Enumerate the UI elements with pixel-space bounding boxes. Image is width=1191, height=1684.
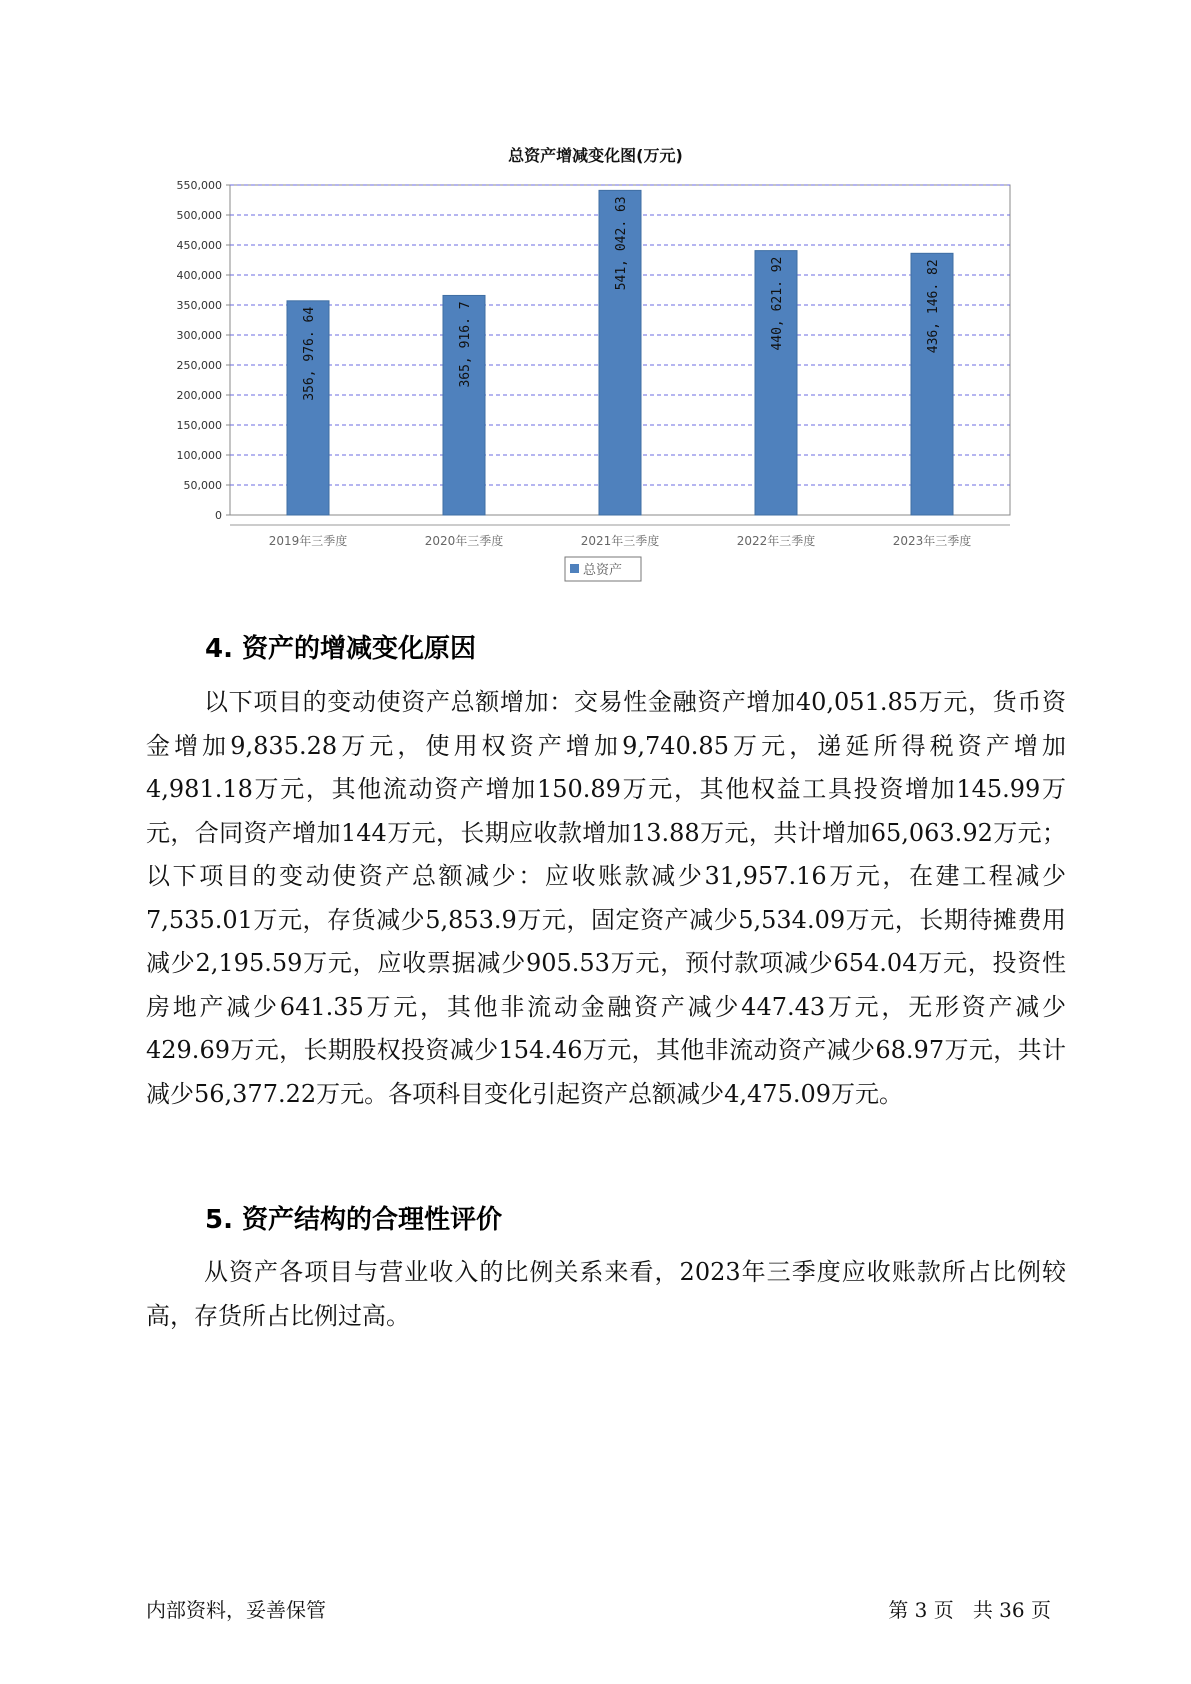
bar-value-label: 440, 621. 92 (770, 256, 785, 351)
x-category-label: 2019年三季度 (268, 534, 348, 548)
bar-value-label: 356, 976. 64 (302, 306, 317, 401)
y-tick-label: 200,000 (176, 389, 222, 402)
chart-title: 总资产增减变化图(万元) (508, 146, 683, 165)
bar-value-label: 365, 916. 7 (458, 301, 473, 388)
section-5-body: 从资产各项目与营业收入的比例关系来看，2023年三季度应收账款所占比例较高，存货所占比例过高。 (146, 1258, 1066, 1330)
bar-value-label: 541, 042. 63 (614, 196, 629, 291)
x-category-label: 2023年三季度 (892, 534, 972, 548)
section-4-body: 以下项目的变动使资产总额增加：交易性金融资产增加40,051.85万元，货币资金增加9,835.28万元，使用权资产增加9,740.85万元，递延所得税资产增加4,981.18万元，其他流动资产增加150.89万元，其他权益工具投资增加145.99万元，合同资产增加144万元，长期应收款增加13.88万元，共计增加65,063.92万元；以下项目的变动使资产总额减少：应收账款减少31,957.16万元，在建工程减少7,535.01万元，存货减少5,853.9万元，固定资产减少5,534.09万元，长期待摊费用减少2,195.59万元，应收票据减少905.53万元，预付款项减少654.04万元，投资性房地产减少641.35万元，其他非流动金融资产减少447.43万元，无形资产减少429.69万元，长期股权投资减少154.46万元，其他非流动资产减少68.97万元，共计减少56,377.22万元。各项科目变化引起资产总额减少4,475.09万元。 (146, 688, 1066, 1108)
y-tick-label: 550,000 (176, 179, 222, 192)
y-tick-label: 350,000 (176, 299, 222, 312)
y-tick-label: 400,000 (176, 269, 222, 282)
section-4-heading: 4. 资产的增减变化原因 (205, 634, 477, 664)
footer-page-number: 第 3 页 共 36 页 (888, 1598, 1051, 1622)
y-tick-label: 50,000 (183, 479, 222, 492)
bar-value-label: 436, 146. 82 (926, 259, 941, 354)
x-category-label: 2021年三季度 (580, 534, 660, 548)
y-tick-label: 300,000 (176, 329, 222, 342)
y-tick-label: 150,000 (176, 419, 222, 432)
section-5-heading: 5. 资产结构的合理性评价 (205, 1205, 503, 1235)
x-category-label: 2022年三季度 (736, 534, 816, 548)
y-tick-label: 450,000 (176, 239, 222, 252)
y-tick-label: 0 (215, 509, 222, 522)
total-assets-bar-chart (0, 0, 1191, 600)
y-tick-label: 250,000 (176, 359, 222, 372)
legend-swatch (570, 564, 579, 573)
y-tick-label: 500,000 (176, 209, 222, 222)
y-tick-label: 100,000 (176, 449, 222, 462)
footer-confidential-note: 内部资料，妥善保管 (146, 1598, 326, 1622)
x-category-label: 2020年三季度 (424, 534, 504, 548)
legend-label: 总资产 (583, 563, 623, 578)
